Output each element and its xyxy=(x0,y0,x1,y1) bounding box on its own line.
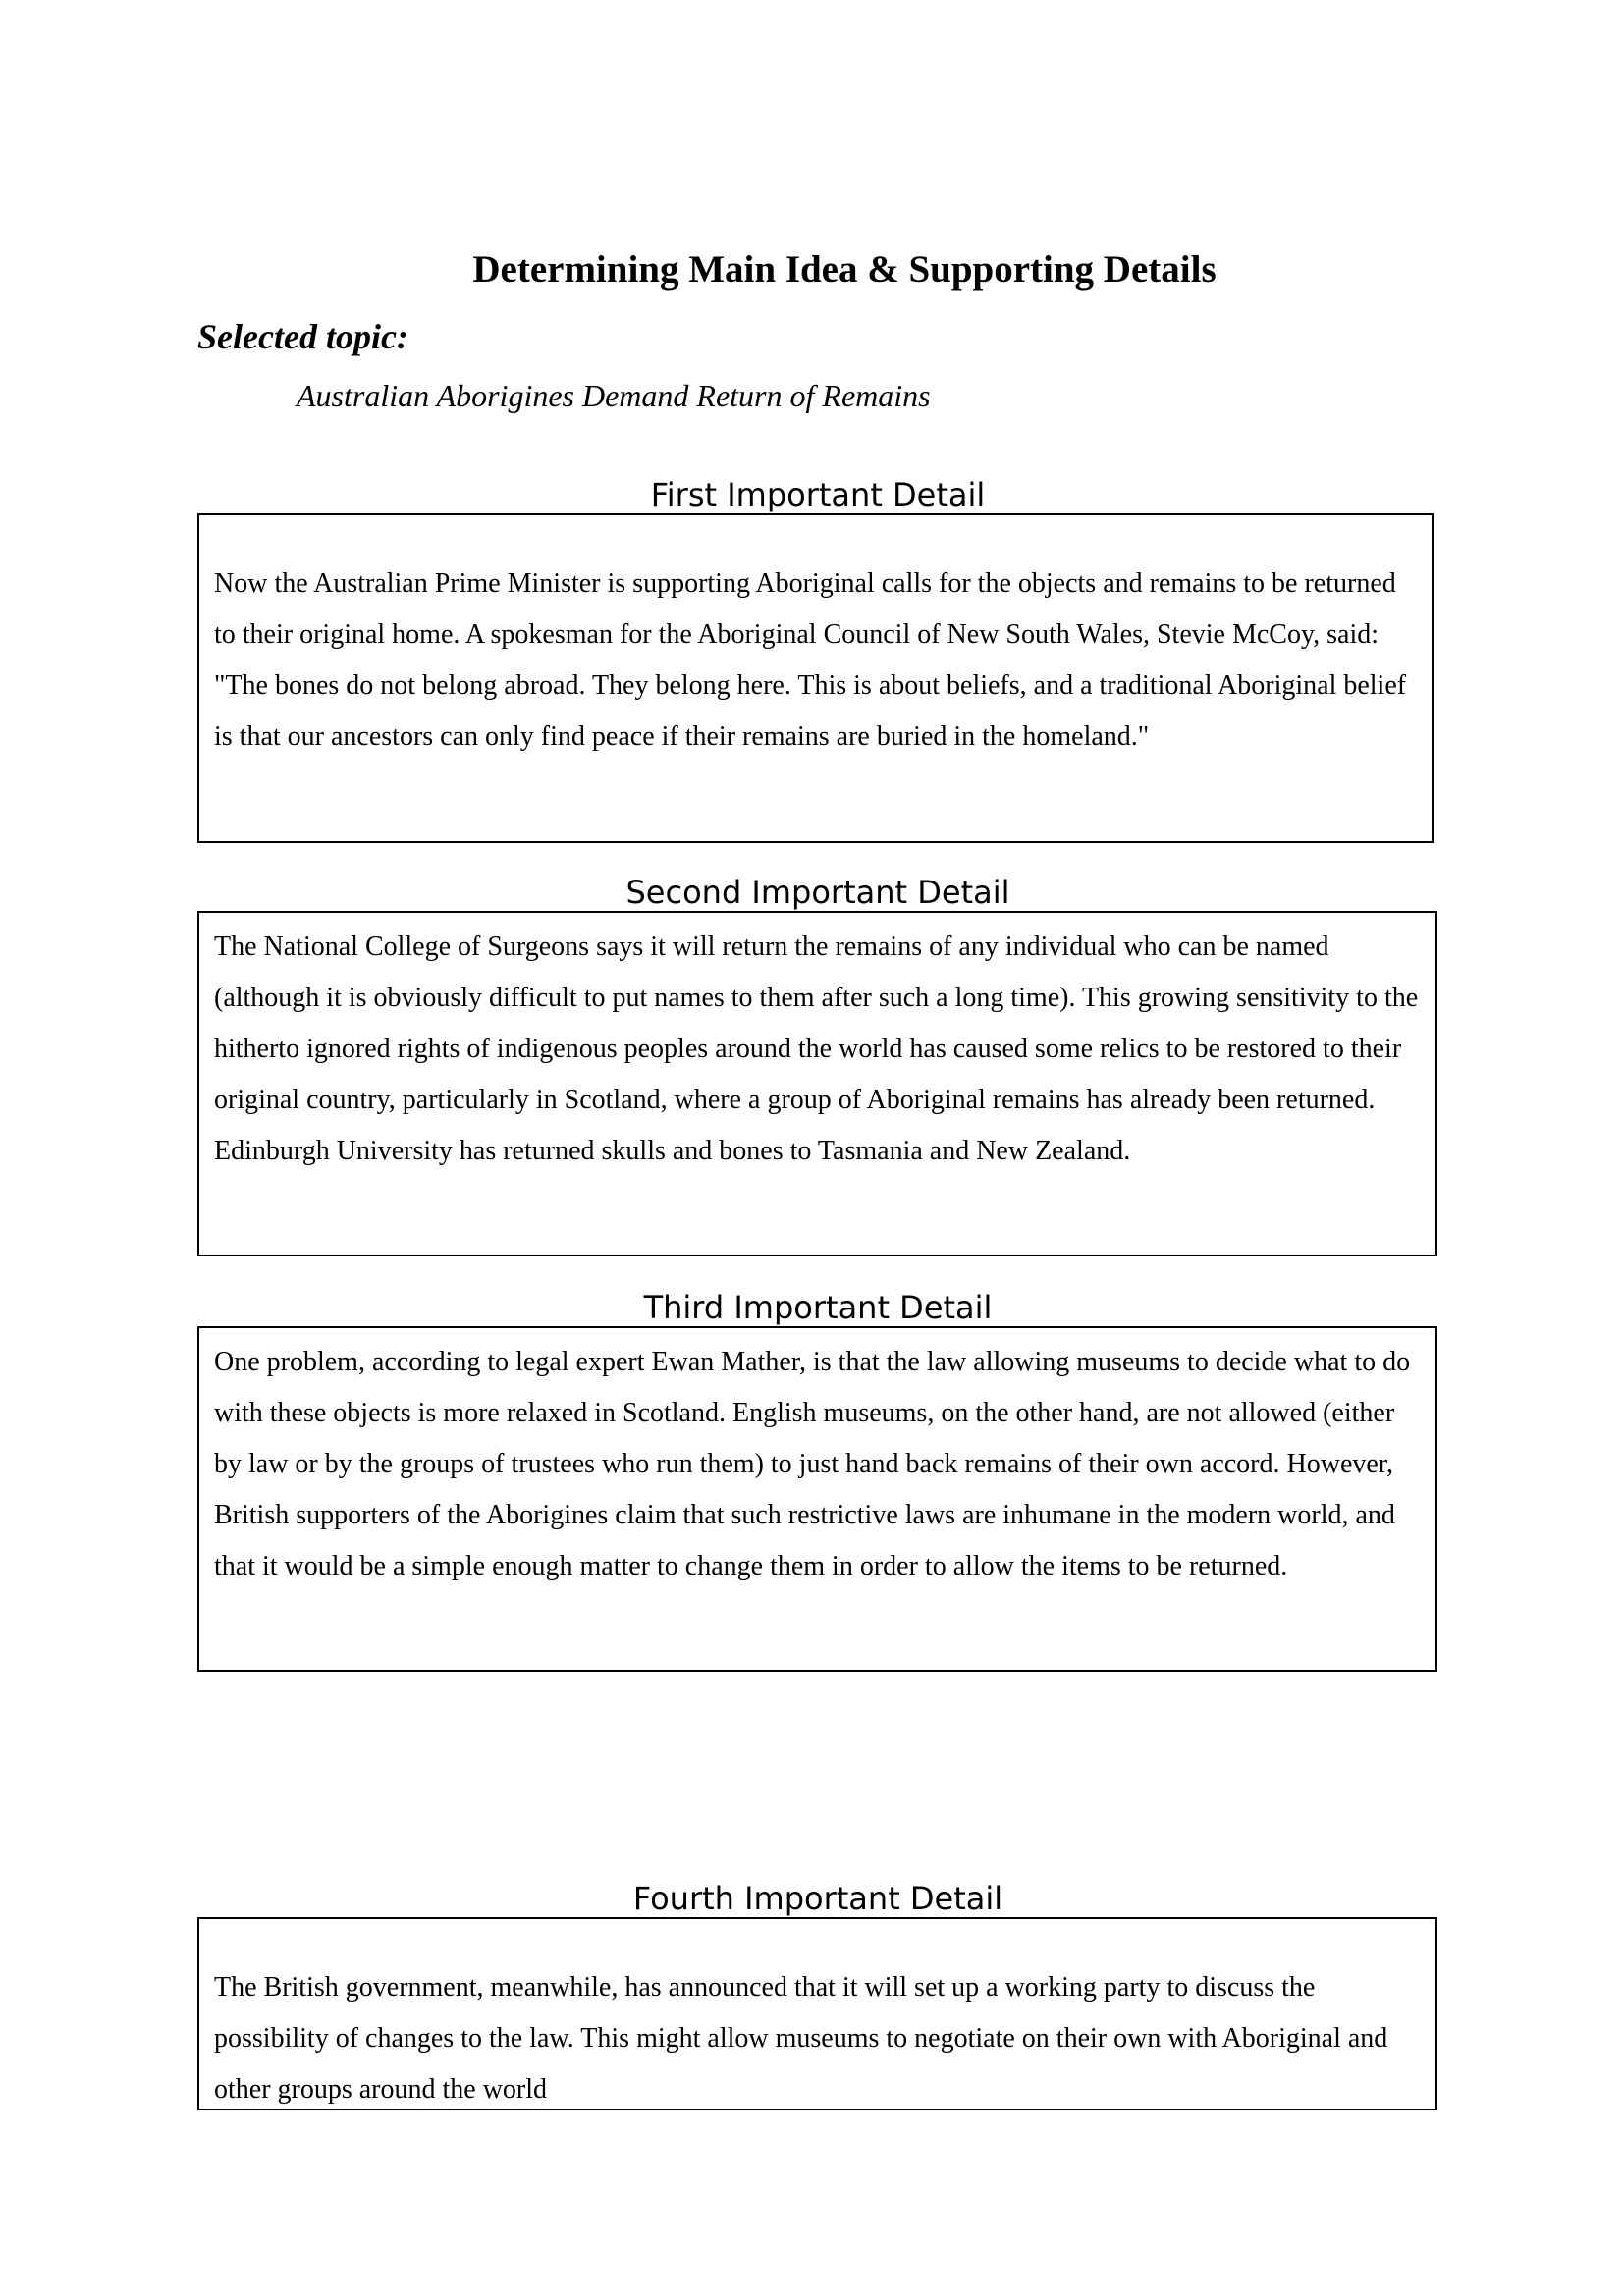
selected-topic-value: Australian Aborigines Demand Return of Remains xyxy=(297,378,931,413)
third-detail-text: One problem, according to legal expert Ewan Mather, is that the law allowing museums to decide what to do with these objects is more relaxed in Scotland. English museums, on the other hand, are not allowed (either by law or by the groups of trustees who run them) to just hand back remains of their own accord. However, British supporters of the Aborigines claim that such restrictive laws are inhumane in the modern world, and that it would be a simple enough matter to change them in order to allow the items to be returned. xyxy=(214,1347,1411,1581)
fourth-detail-text: The British government, meanwhile, has announced that it will set up a working party to discuss the possibility of changes to the law. This might allow museums to negotiate on their own with Aboriginal and other groups around the world xyxy=(214,1972,1388,2105)
first-detail-text: Now the Australian Prime Minister is supporting Aboriginal calls for the objects and remains to be returned to their original home. A spokesman for the Aboriginal Council of New South Wales, Stevie McCoy, said: "The bones do not belong abroad. They belong here. This is about beliefs, and a traditional Aboriginal belief is that our ancestors can only find peace if their remains are buried in the homeland." xyxy=(214,568,1407,752)
second-detail-box[interactable] xyxy=(197,911,1437,1256)
third-detail-heading: Third Important Detail xyxy=(643,1289,993,1326)
third-detail-box[interactable] xyxy=(197,1326,1437,1672)
document-title: Determining Main Idea & Supporting Details xyxy=(472,248,1217,291)
first-detail-heading: First Important Detail xyxy=(650,476,986,513)
second-detail-text: The National College of Surgeons says it will return the remains of any individual who can be named (although it is obviously difficult to put names to them after such a long time). This growing sensitivity to the hitherto ignored rights of indigenous peoples around the world has caused some relics to be restored to their original country, particularly in Scotland, where a group of Aboriginal remains has already been returned. Edinburgh University has returned skulls and bones to Tasmania and New Zealand. xyxy=(214,932,1419,1166)
fourth-detail-heading: Fourth Important Detail xyxy=(632,1880,1003,1917)
selected-topic-label: Selected topic: xyxy=(197,317,408,356)
first-detail-box[interactable] xyxy=(197,513,1434,843)
fourth-detail-box[interactable] xyxy=(197,1917,1437,2110)
second-detail-heading: Second Important Detail xyxy=(625,874,1010,911)
